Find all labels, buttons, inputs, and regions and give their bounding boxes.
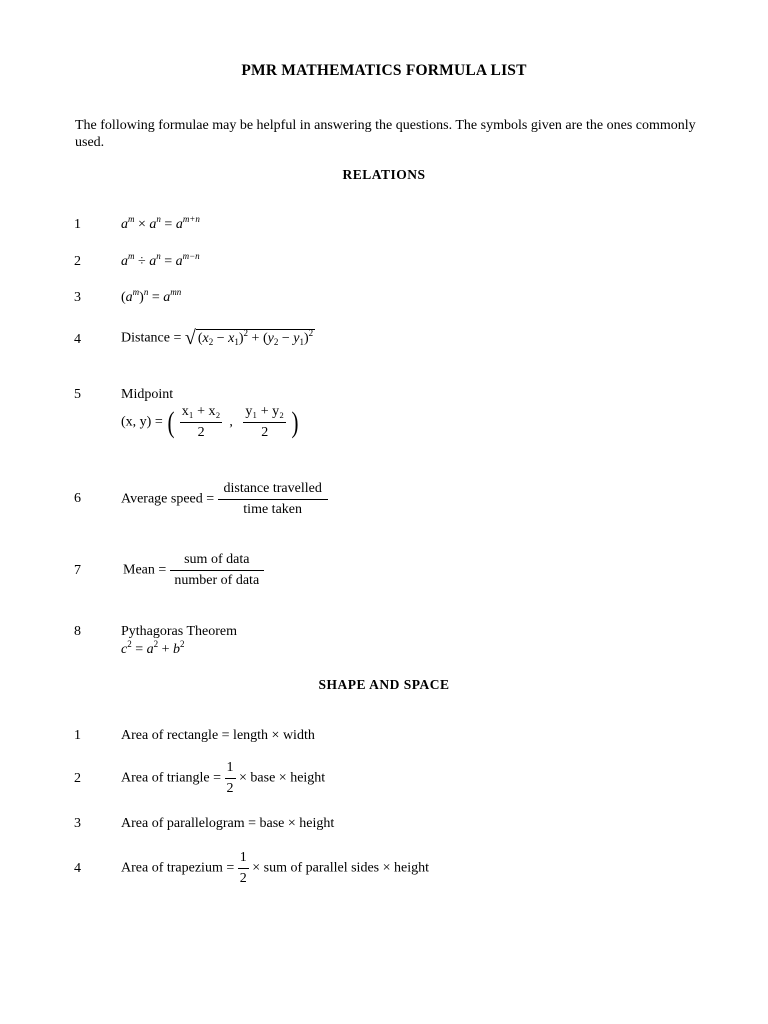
formula-pythagoras: $c^2 = a^2 + b^2$ bbox=[121, 639, 185, 657]
mean-label: Mean = bbox=[123, 562, 167, 578]
average-speed-numerator: distance travelled bbox=[218, 481, 328, 500]
midpoint-x-denominator: 2 bbox=[197, 425, 205, 440]
formula-distance: Distance = √ $(x_2 - x_1)^2 + (y_2 - y_1)^2$ bbox=[121, 327, 314, 349]
midpoint-x-numerator: x₁ + x₂ bbox=[180, 404, 223, 423]
triangle-rest: × base × height bbox=[239, 770, 326, 786]
formula-area-trapezium bbox=[121, 850, 429, 887]
mean-numerator: sum of data bbox=[170, 552, 264, 571]
shape-number: 1 bbox=[74, 728, 81, 743]
pythagoras-label: Pythagoras Theorem bbox=[121, 624, 237, 639]
midpoint-lhs: (x, y) = bbox=[121, 414, 163, 430]
midpoint-y-numerator: y₁ + y₂ bbox=[243, 404, 286, 423]
shape-number: 3 bbox=[74, 816, 81, 831]
relation-number: 4 bbox=[74, 332, 81, 347]
trapezium-rest: × sum of parallel sides × height bbox=[252, 860, 429, 876]
relation-number: 2 bbox=[74, 254, 81, 269]
half-numerator: 1 bbox=[238, 850, 249, 869]
page-title: PMR MATHEMATICS FORMULA LIST bbox=[241, 62, 527, 79]
section-relations: RELATIONS bbox=[342, 167, 426, 182]
average-speed-denominator: time taken bbox=[243, 502, 302, 517]
formula-area-triangle bbox=[121, 760, 325, 797]
formula-area-parallelogram: Area of parallelogram = base × height bbox=[121, 816, 335, 831]
formula-index-power: $(a^m)^n = a^{mn}$ bbox=[121, 287, 182, 305]
section-shape-and-space: SHAPE AND SPACE bbox=[318, 677, 450, 692]
relation-number: 8 bbox=[74, 624, 81, 639]
half-denominator: 2 bbox=[226, 781, 234, 796]
half-denominator: 2 bbox=[239, 871, 247, 886]
relation-number: 7 bbox=[74, 563, 81, 578]
relation-number: 6 bbox=[74, 491, 81, 506]
formula-average-speed bbox=[121, 481, 328, 518]
formula-midpoint: (x, y) = ( $\frac{\text{x₁ + x₂}}{2}$ , $\frac{\text{y₁ + y₂}}{2}$ ) bbox=[121, 404, 299, 440]
relation-number: 3 bbox=[74, 290, 81, 305]
average-speed-label: Average speed = bbox=[121, 491, 215, 507]
triangle-label: Area of triangle = bbox=[121, 770, 222, 786]
formula-area-rectangle: Area of rectangle = length × width bbox=[121, 728, 315, 743]
midpoint-y-denominator: 2 bbox=[261, 425, 269, 440]
formula-index-multiply: $a^m \times a^n = a^{m+n}$ bbox=[121, 214, 200, 232]
intro-text: The following formulae may be helpful in answering the questions. The symbols given are the ones commonly used. bbox=[75, 118, 696, 150]
distance-label: Distance = bbox=[121, 330, 182, 346]
shape-number: 2 bbox=[74, 771, 81, 786]
relation-number: 1 bbox=[74, 217, 81, 232]
formula-index-divide: $a^m \div a^n = a^{m-n}$ bbox=[121, 251, 200, 269]
trapezium-label: Area of trapezium = bbox=[121, 860, 235, 876]
relation-number: 5 bbox=[74, 387, 81, 402]
midpoint-label: Midpoint bbox=[121, 387, 174, 402]
shape-number: 4 bbox=[74, 861, 81, 876]
half-numerator: 1 bbox=[225, 760, 236, 779]
mean-denominator: number of data bbox=[174, 573, 260, 588]
formula-mean bbox=[123, 552, 264, 589]
